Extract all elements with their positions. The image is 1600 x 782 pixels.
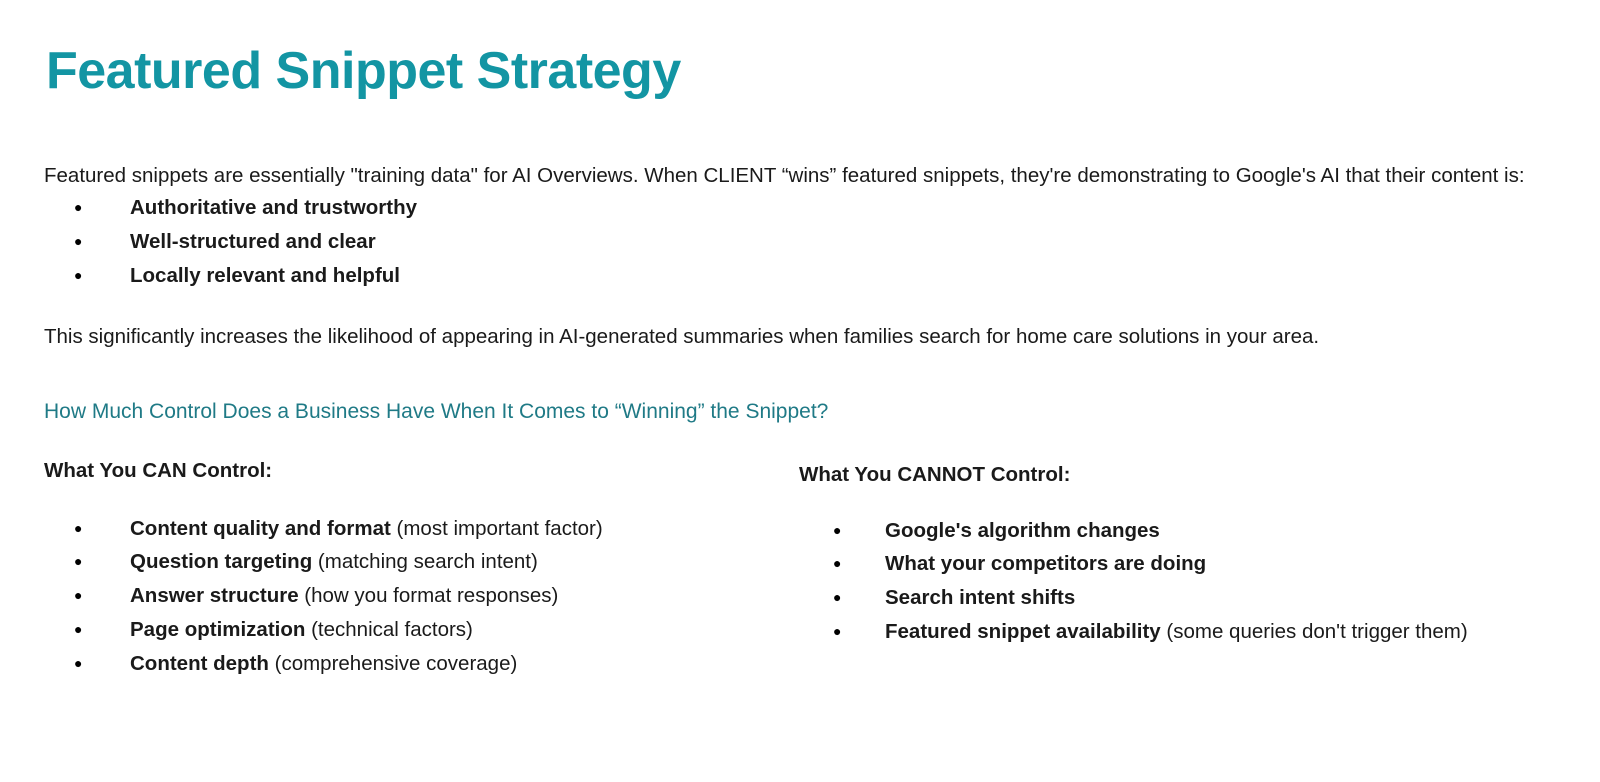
list-item: [44, 260, 1556, 292]
list-item: [799, 582, 1556, 614]
can-control-column: [44, 459, 799, 682]
list-item-detail: (comprehensive coverage): [268, 651, 518, 675]
can-control-list: [44, 513, 799, 680]
page-title: Featured Snippet Strategy: [46, 42, 681, 100]
list-item-label: What your competitors are doing: [885, 552, 1207, 576]
list-item-label: Content quality and format: [130, 516, 391, 540]
list-item-label: Well-structured and clear: [130, 229, 376, 253]
summary-paragraph: This significantly increases the likelihood of appearing in AI-generated summaries when families search for home care solutions in your area.: [44, 325, 1320, 349]
list-item-label: Google's algorithm changes: [885, 518, 1160, 542]
cannot-control-list: [799, 515, 1556, 648]
list-item-label: Search intent shifts: [885, 586, 1076, 610]
list-item-detail: (matching search intent): [312, 550, 538, 574]
list-item-label: Page optimization: [130, 617, 306, 641]
list-item-detail: (technical factors): [305, 617, 473, 641]
intro-bullet-list: [44, 192, 1556, 291]
intro-paragraph: Featured snippets are essentially "training data" for AI Overviews. When CLIENT “wins” featured snippets, they're demonstrating to Google's AI that their content is:: [44, 163, 1525, 187]
cannot-control-title: What You CANNOT Control:: [799, 462, 1071, 486]
list-item: [799, 616, 1556, 648]
list-item-label: Question targeting: [130, 550, 313, 574]
list-item: [44, 513, 799, 545]
section-heading: How Much Control Does a Business Have When It Comes to “Winning” the Snippet?: [44, 400, 829, 424]
control-columns: [44, 459, 1556, 682]
list-item-label: Locally relevant and helpful: [130, 263, 400, 287]
list-item-detail: (how you format responses): [298, 584, 559, 608]
list-item: [44, 648, 799, 680]
list-item-label: Answer structure: [130, 584, 299, 608]
list-item-detail: (some queries don't trigger them): [1160, 619, 1468, 643]
list-item: [44, 614, 799, 646]
can-control-title: What You CAN Control:: [44, 458, 273, 482]
cannot-control-column: [799, 459, 1556, 682]
list-item: [799, 515, 1556, 547]
list-item: [44, 226, 1556, 258]
list-item-label: Content depth: [130, 651, 269, 675]
list-item-label: Featured snippet availability: [885, 619, 1161, 643]
list-item-label: Authoritative and trustworthy: [130, 196, 418, 220]
list-item: [799, 548, 1556, 580]
list-item: [44, 546, 799, 578]
list-item: [44, 580, 799, 612]
list-item-detail: (most important factor): [390, 516, 603, 540]
list-item: [44, 192, 1556, 224]
